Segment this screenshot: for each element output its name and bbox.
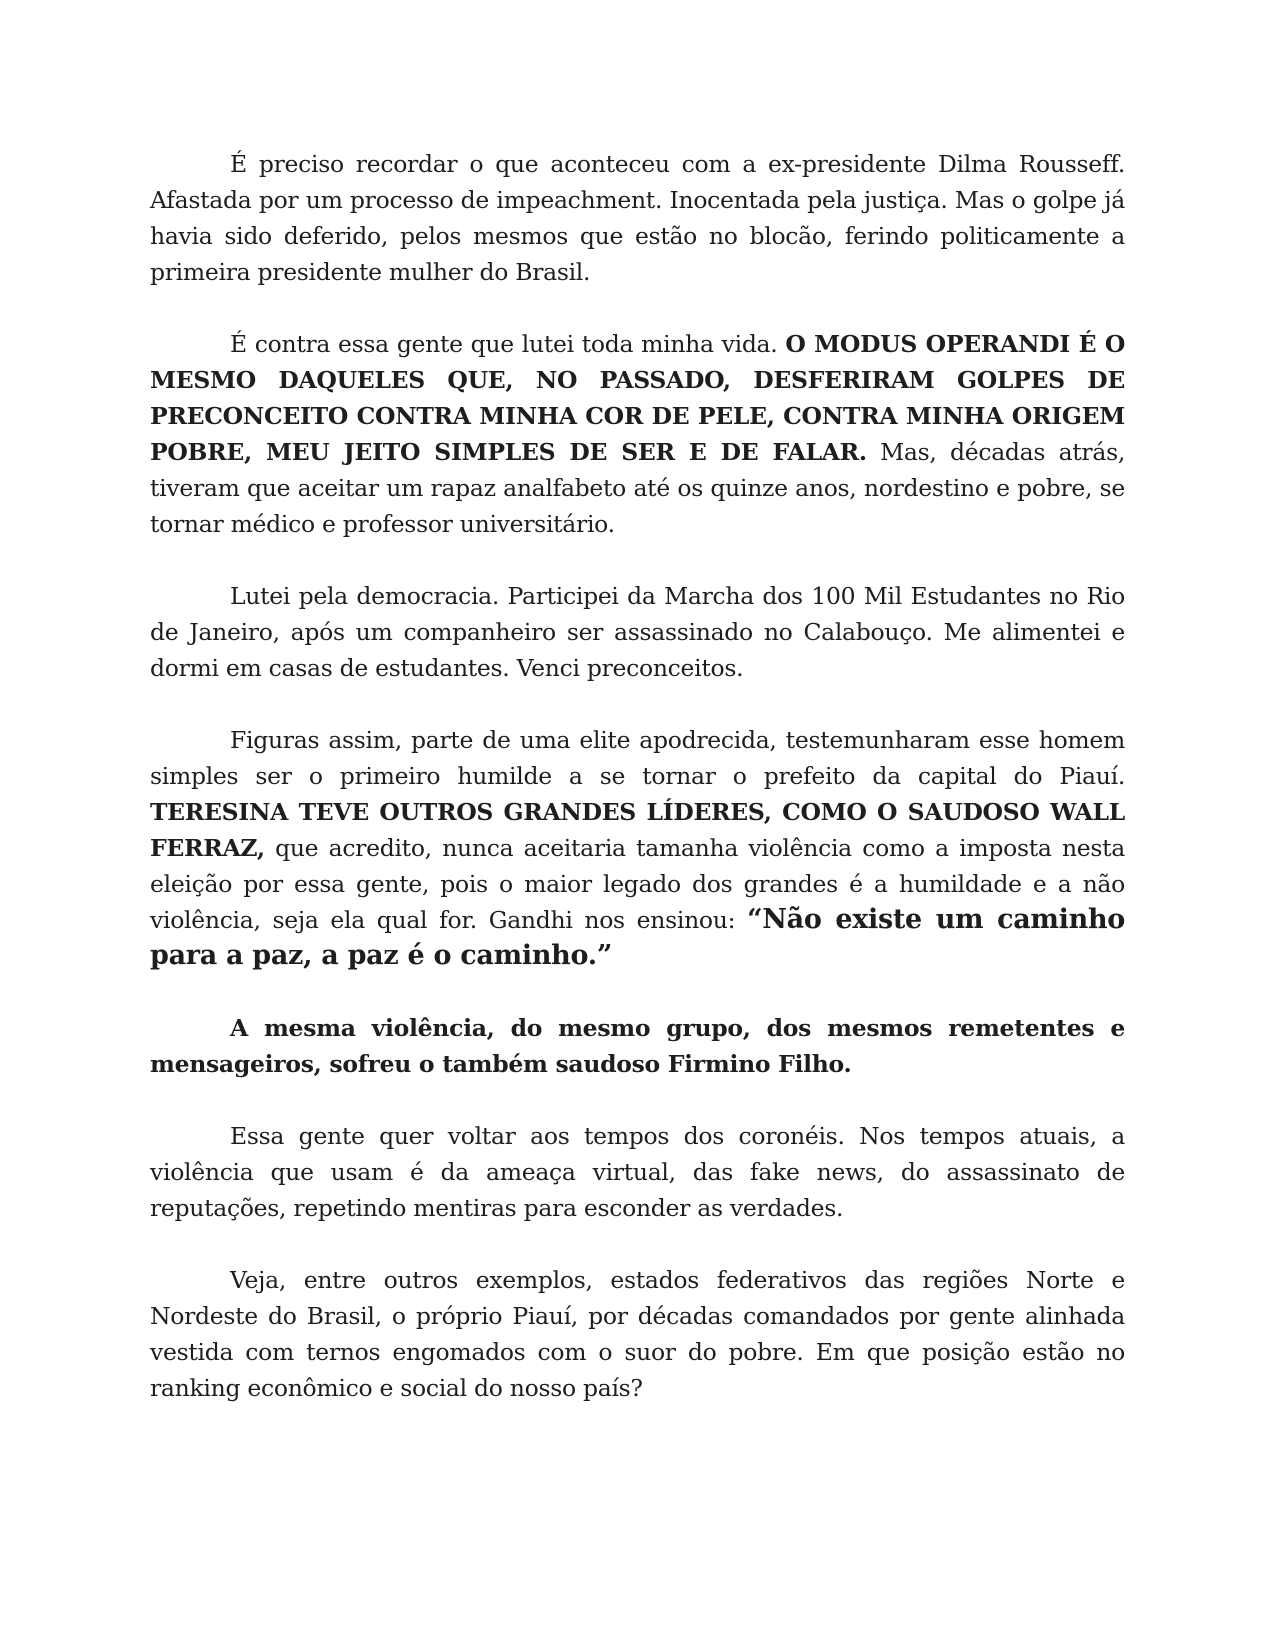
paragraph-firmino xyxy=(150,1010,1125,1082)
paragraph-text: Figuras assim, parte de uma elite apodrecida, testemunharam esse homem simples ser o primeiro humilde a se tornar o prefeito da capital do Piauí. xyxy=(150,726,1125,790)
paragraph-dilma xyxy=(150,146,1125,290)
paragraph-democracia xyxy=(150,578,1125,686)
paragraph-modus-operandi xyxy=(150,326,1125,542)
gandhi-quote: “Não existe um caminho para a paz, a paz é o caminho.” xyxy=(150,904,1125,971)
paragraph-estados xyxy=(150,1262,1125,1406)
paragraph-text: É contra essa gente que lutei toda minha vida. xyxy=(230,330,786,358)
paragraph-text: Lutei pela democracia. Participei da Marcha dos 100 Mil Estudantes no Rio de Janeiro, após um companheiro ser assassinado no Calabouço. Me alimentei e dormi em casas de estudantes. Venci preconceitos. xyxy=(150,582,1125,682)
paragraph-bold-text: TERESINA TEVE OUTROS GRANDES LÍDERES, COMO O SAUDOSO WALL FERRAZ, xyxy=(150,798,1125,862)
paragraph-text: É preciso recordar o que aconteceu com a ex-presidente Dilma Rousseff. Afastada por um processo de impeachment. Inocentada pela justiça. Mas o golpe já havia sido deferido, pelos mesmos que estão no blocão, ferindo politicamente a primeira presidente mulher do Brasil. xyxy=(150,150,1125,286)
paragraph-text: Essa gente quer voltar aos tempos dos coronéis. Nos tempos atuais, a violência que usam é da ameaça virtual, das fake news, do assassinato de reputações, repetindo mentiras para esconder as verdades. xyxy=(150,1122,1125,1222)
paragraph-bold-text: O MODUS OPERANDI É O MESMO DAQUELES QUE, NO PASSADO, DESFERIRAM GOLPES DE PRECONCEITO CONTRA MINHA COR DE PELE, CONTRA MINHA ORIGEM POBRE, MEU JEITO SIMPLES DE SER E DE FALAR. xyxy=(150,330,1125,466)
paragraph-bold-text: A mesma violência, do mesmo grupo, dos mesmos remetentes e mensageiros, sofreu o também saudoso Firmino Filho. xyxy=(150,1014,1125,1078)
paragraph-text: Mas, décadas atrás, tiveram que aceitar um rapaz analfabeto até os quinze anos, nordestino e pobre, se tornar médico e professor universitário. xyxy=(150,438,1126,538)
paragraph-figuras xyxy=(150,722,1125,974)
document-body xyxy=(150,146,1125,1442)
paragraph-text: que acredito, nunca aceitaria tamanha violência como a imposta nesta eleição por essa gente, pois o maior legado dos grandes é a humildade e a não violência, seja ela qual for. Gandhi nos ensinou: xyxy=(150,834,1125,934)
paragraph-text: Veja, entre outros exemplos, estados federativos das regiões Norte e Nordeste do Brasil, o próprio Piauí, por décadas comandados por gente alinhada vestida com ternos engomados com o suor do pobre. Em que posição estão no ranking econômico e social do nosso país? xyxy=(150,1266,1125,1402)
paragraph-coroneis xyxy=(150,1118,1125,1226)
